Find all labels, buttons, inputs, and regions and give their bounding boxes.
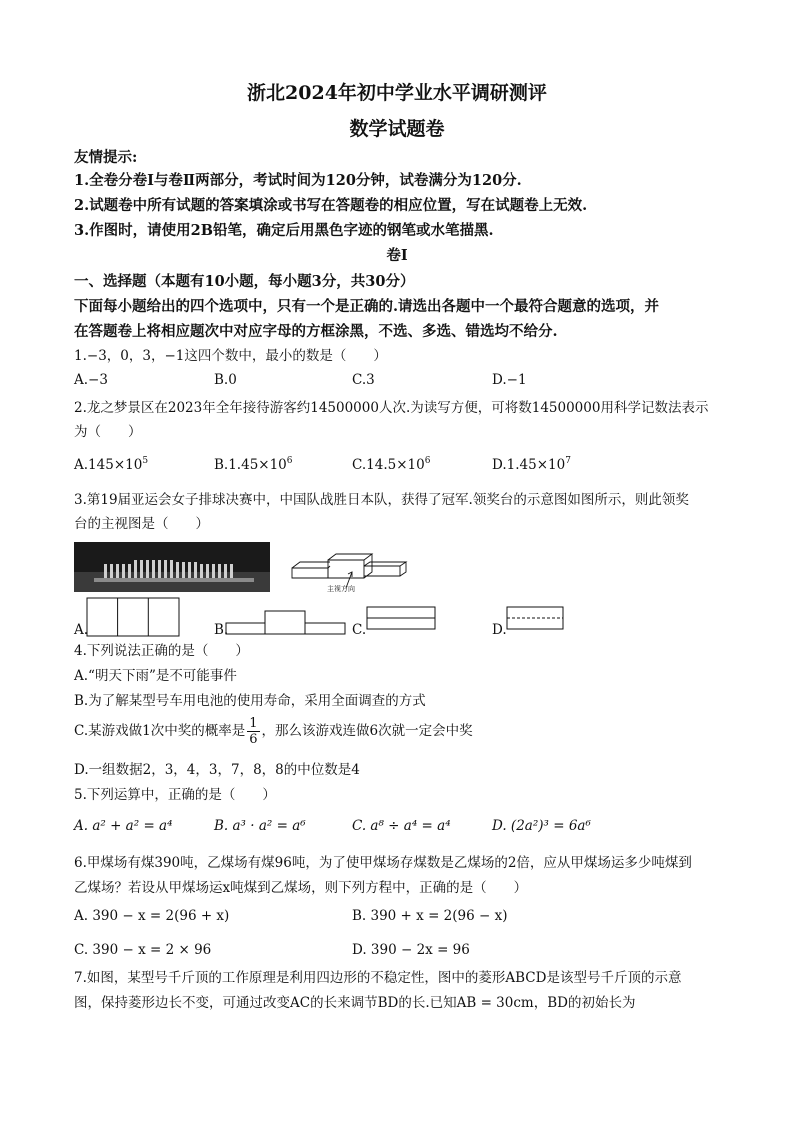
q4-stem: 4.下列说法正确的是（ ） <box>74 643 249 659</box>
q7-stem-line2: 图，保持菱形边长不变，可通过改变AC的长来调节BD的长.已知AB = 30cm，BD的初始长为 <box>74 995 636 1011</box>
q3-figure-d <box>506 606 566 632</box>
q1-option-d: D.−1 <box>492 372 527 388</box>
q1-option-b: B.0 <box>214 372 237 388</box>
q3-option-a[interactable]: A. <box>74 622 89 638</box>
tip-item-3: 3.作图时，请使用2B铅笔，确定后用黑色字迹的钢笔或水笔描黑. <box>74 222 494 239</box>
q3-figure-c <box>366 606 438 632</box>
q1-stem: 1.−3，0，3，−1这四个数中，最小的数是（ ） <box>74 348 387 364</box>
tip-item-2: 2.试题卷中所有试题的答案填涂或书写在答题卷的相应位置，写在试题卷上无效. <box>74 197 588 214</box>
q3-stem-line2: 台的主视图是（ ） <box>74 516 209 532</box>
tips-heading: 友情提示: <box>74 149 138 166</box>
q3-stem-line1: 3.第19届亚运会女子排球决赛中，中国队战胜日本队，获得了冠军.领奖台的示意图如图所示，则此领奖 <box>74 492 689 508</box>
q4-option-a: A.“明天下雨”是不可能事件 <box>74 668 237 684</box>
q3-figure-a <box>86 597 182 639</box>
q4-option-b: B.为了解某型号车用电池的使用寿命，采用全面调查的方式 <box>74 693 426 709</box>
q3-option-d[interactable]: D. <box>492 622 507 638</box>
q5-option-b: B. a³ · a² = a⁶ <box>214 818 306 834</box>
q7-stem-line1: 7.如图，某型号千斤顶的工作原理是利用四边形的不稳定性，图中的菱形ABCD是该型号千斤顶的示意 <box>74 970 682 986</box>
q1-option-c: C.3 <box>352 372 375 388</box>
q6-stem-line1: 6.甲煤场有煤390吨，乙煤场有煤96吨，为了使甲煤场存煤数是乙煤场的2倍，应从甲煤场运多少吨煤到 <box>74 855 692 871</box>
volume-label: 卷Ⅰ <box>386 247 408 264</box>
q3-figure-b <box>225 610 347 636</box>
q1-option-a: A.−3 <box>74 372 108 388</box>
direction-label: 主视方向 <box>327 585 355 593</box>
q4-fraction: $\frac{1}{6}$ <box>249 716 258 747</box>
section-instruction-1: 下面每小题给出的四个选项中，只有一个是正确的.请选出各题中一个最符合题意的选项，并 <box>74 298 660 315</box>
q4-option-d: D.一组数据2，3，4，3，7，8，8的中位数是4 <box>74 762 360 778</box>
page-subtitle: 数学试题卷 <box>349 118 445 140</box>
q5-stem: 5.下列运算中，正确的是（ ） <box>74 787 276 803</box>
q4-option-c: C.某游戏做1次中奖的概率是 $\frac{1}{6}$ ，那么该游戏连做6次就一定会中奖 <box>74 716 473 747</box>
q2-option-c: $C.14.5\times 10^6$ <box>352 456 431 473</box>
q2-option-d: $D.1.45\times 10^7$ <box>492 456 571 473</box>
q6-option-c: C. 390 − x = 2 × 96 <box>74 942 212 958</box>
q2-option-a: $A.145\times 10^5$ <box>74 456 149 473</box>
section-instruction-2: 在答题卷上将相应题次中对应字母的方框涂黑，不选、多选、错选均不给分. <box>74 323 558 340</box>
q5-option-a: A. a² + a² = a⁴ <box>74 818 173 834</box>
q3-option-b[interactable]: B. <box>214 622 229 638</box>
q5-option-d: D. (2a²)³ = 6a⁶ <box>492 818 591 834</box>
q3-option-c[interactable]: C. <box>352 622 367 638</box>
page-title: 浙北2024年初中学业水平调研测评 <box>247 82 547 104</box>
q6-option-d: D. 390 − 2x = 96 <box>352 942 470 958</box>
q5-option-c: C. a⁸ ÷ a⁴ = a⁴ <box>352 818 451 834</box>
q2-option-b: $B.1.45\times 10^6$ <box>214 456 293 473</box>
podium-photo <box>74 542 270 592</box>
q6-option-b: B. 390 + x = 2(96 − x) <box>352 908 508 924</box>
q2-stem-line2: 为（ ） <box>74 424 142 440</box>
q6-stem-line2: 乙煤场？若设从甲煤场运x吨煤到乙煤场，则下列方程中，正确的是（ ） <box>74 880 528 896</box>
section-heading: 一、选择题（本题有10小题，每小题3分，共30分） <box>74 273 415 290</box>
q2-stem-line1: 2.龙之梦景区在2023年全年接待游客约14500000人次.为读写方便，可将数14500000用科学记数法表示 <box>74 400 709 416</box>
q6-option-a: A. 390 − x = 2(96 + x) <box>74 908 230 924</box>
tip-item-1: 1.全卷分卷Ⅰ与卷Ⅱ两部分，考试时间为120分钟，试卷满分为120分. <box>74 172 522 189</box>
